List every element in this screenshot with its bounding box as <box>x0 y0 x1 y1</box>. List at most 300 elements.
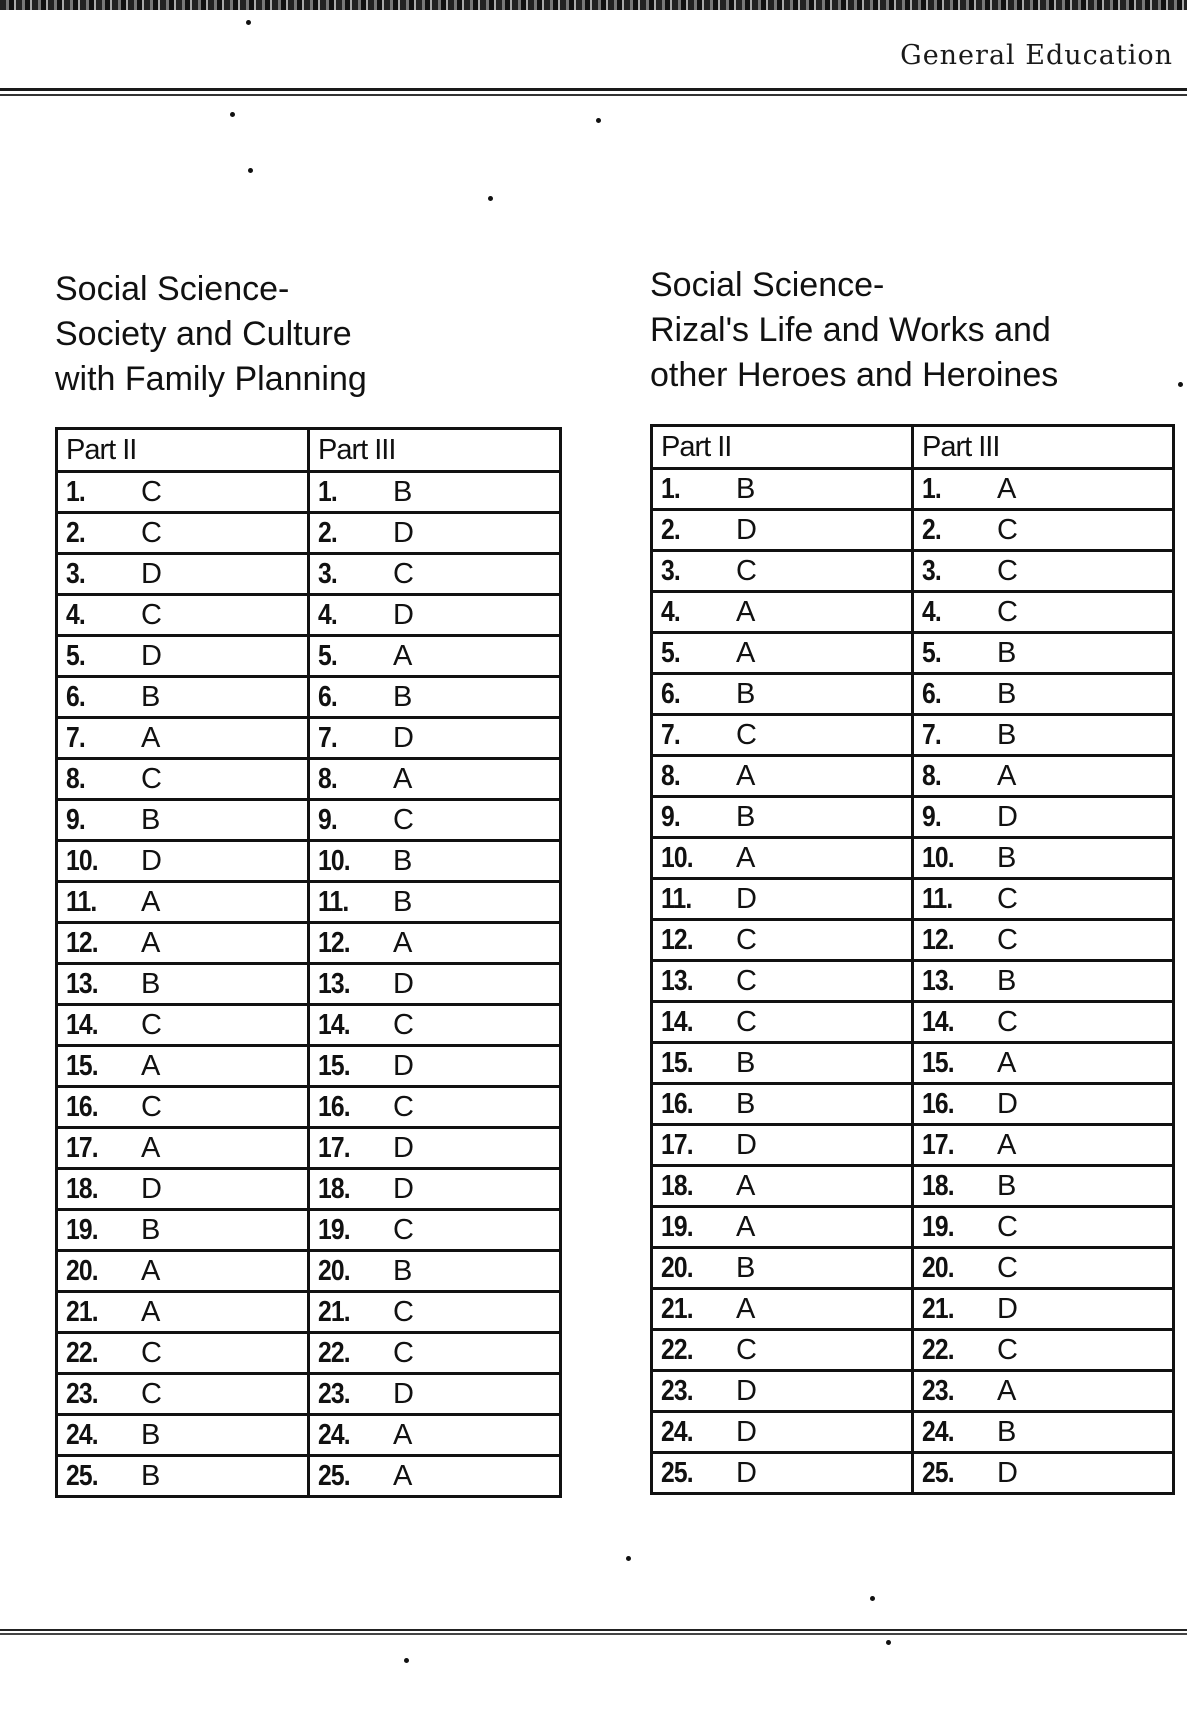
item-number: 4. <box>318 599 337 631</box>
answer-letter: C <box>736 1334 757 1366</box>
answer-cell-part-iii <box>913 633 1174 674</box>
answer-cell-part-iii <box>309 1128 561 1169</box>
answer-letter: A <box>141 1296 161 1328</box>
item-number: 10. <box>661 842 693 874</box>
answer-cell-part-iii <box>309 1046 561 1087</box>
item-number: 18. <box>922 1170 954 1202</box>
item-number: 5. <box>66 640 85 672</box>
table-row <box>652 1330 1174 1371</box>
item-number: 24. <box>318 1419 350 1451</box>
footer-rule <box>0 1629 1187 1635</box>
item-number: 1. <box>922 473 941 505</box>
answer-cell-part-iii <box>913 592 1174 633</box>
column-header-part-iii: Part III <box>309 429 561 472</box>
item-number: 23. <box>318 1378 350 1410</box>
table-row <box>652 879 1174 920</box>
answer-letter: A <box>997 760 1017 792</box>
table-row <box>652 920 1174 961</box>
answer-cell-part-ii <box>652 1412 913 1453</box>
item-number: 22. <box>661 1334 693 1366</box>
table-row <box>57 1087 561 1128</box>
answer-cell-part-iii <box>913 551 1174 592</box>
header-rule <box>0 88 1187 96</box>
answer-letter: C <box>736 1006 757 1038</box>
item-number: 16. <box>318 1091 350 1123</box>
answer-cell-part-ii <box>652 1125 913 1166</box>
scan-speck <box>886 1640 891 1645</box>
answer-letter: B <box>997 1416 1017 1448</box>
answer-letter: B <box>997 719 1017 751</box>
answer-letter: B <box>393 886 413 918</box>
item-number: 2. <box>922 514 941 546</box>
answer-letter: C <box>141 517 162 549</box>
table-row <box>57 1210 561 1251</box>
answer-cell-part-ii <box>652 1166 913 1207</box>
answer-cell-part-iii <box>309 472 561 513</box>
table-row <box>57 1169 561 1210</box>
item-number: 21. <box>318 1296 350 1328</box>
answer-letter: A <box>736 1170 756 1202</box>
answer-letter: A <box>393 927 413 959</box>
answer-letter: C <box>997 596 1018 628</box>
item-number: 17. <box>318 1132 350 1164</box>
item-number: 20. <box>318 1255 350 1287</box>
answer-letter: B <box>393 476 413 508</box>
item-number: 13. <box>318 968 350 1000</box>
item-number: 9. <box>66 804 85 836</box>
answer-letter: B <box>736 1088 756 1120</box>
answer-cell-part-iii <box>309 1374 561 1415</box>
item-number: 16. <box>66 1091 98 1123</box>
item-number: 18. <box>66 1173 98 1205</box>
table-row <box>57 1005 561 1046</box>
table-row <box>652 1166 1174 1207</box>
table-row <box>652 1002 1174 1043</box>
item-number: 21. <box>922 1293 954 1325</box>
item-number: 1. <box>66 476 85 508</box>
answer-cell-part-iii <box>913 1453 1174 1494</box>
answer-letter: C <box>736 924 757 956</box>
answer-cell-part-iii <box>309 1251 561 1292</box>
table-row <box>652 1084 1174 1125</box>
table-row <box>652 1043 1174 1084</box>
table-row <box>652 1453 1174 1494</box>
answer-letter: D <box>141 1173 162 1205</box>
item-number: 15. <box>318 1050 350 1082</box>
item-number: 25. <box>318 1460 350 1492</box>
item-number: 14. <box>922 1006 954 1038</box>
item-number: 6. <box>661 678 680 710</box>
table-row <box>652 510 1174 551</box>
answer-cell-part-ii <box>57 800 309 841</box>
answer-cell-part-ii <box>652 1289 913 1330</box>
answer-letter: C <box>141 599 162 631</box>
item-number: 1. <box>661 473 680 505</box>
answer-cell-part-iii <box>309 923 561 964</box>
answer-letter: D <box>393 968 414 1000</box>
answer-cell-part-ii <box>652 510 913 551</box>
item-number: 10. <box>922 842 954 874</box>
answer-cell-part-ii <box>57 1128 309 1169</box>
answer-letter: D <box>141 640 162 672</box>
column-header-part-ii: Part II <box>57 429 309 472</box>
answer-letter: B <box>736 1252 756 1284</box>
answer-letter: B <box>997 1170 1017 1202</box>
answer-letter: D <box>736 1416 757 1448</box>
answer-letter: B <box>393 1255 413 1287</box>
column-header-part-iii: Part III <box>913 426 1174 469</box>
item-number: 11. <box>66 886 97 918</box>
item-number: 12. <box>318 927 350 959</box>
item-number: 12. <box>66 927 98 959</box>
answer-letter: A <box>736 760 756 792</box>
answer-cell-part-iii <box>309 1210 561 1251</box>
answer-letter: C <box>736 719 757 751</box>
table-row <box>652 715 1174 756</box>
scan-speck <box>404 1658 409 1663</box>
item-number: 23. <box>66 1378 98 1410</box>
answer-cell-part-ii <box>652 1002 913 1043</box>
item-number: 10. <box>318 845 350 877</box>
table-row <box>57 1251 561 1292</box>
table-header-row <box>652 426 1174 469</box>
answer-letter: C <box>997 555 1018 587</box>
answer-cell-part-iii <box>913 1289 1174 1330</box>
answer-letter: C <box>393 804 414 836</box>
table-row <box>652 1412 1174 1453</box>
answer-letter: C <box>997 924 1018 956</box>
answer-cell-part-ii <box>652 469 913 510</box>
item-number: 5. <box>661 637 680 669</box>
item-number: 2. <box>661 514 680 546</box>
answer-cell-part-ii <box>652 1453 913 1494</box>
answer-cell-part-ii <box>57 1374 309 1415</box>
item-number: 16. <box>661 1088 693 1120</box>
answer-letter: C <box>393 1009 414 1041</box>
item-number: 14. <box>318 1009 350 1041</box>
table-row <box>652 961 1174 1002</box>
table-row <box>57 841 561 882</box>
scan-speck <box>1178 382 1183 387</box>
item-number: 5. <box>922 637 941 669</box>
answer-cell-part-iii <box>309 1415 561 1456</box>
answer-cell-part-ii <box>57 1210 309 1251</box>
answer-letter: D <box>997 1088 1018 1120</box>
answer-letter: C <box>141 1009 162 1041</box>
scan-speck <box>596 118 601 123</box>
table-row <box>57 513 561 554</box>
table-row <box>57 1374 561 1415</box>
table-row <box>57 554 561 595</box>
answer-cell-part-iii <box>309 718 561 759</box>
item-number: 19. <box>661 1211 693 1243</box>
item-number: 4. <box>922 596 941 628</box>
table-row <box>652 633 1174 674</box>
item-number: 15. <box>66 1050 98 1082</box>
answer-cell-part-ii <box>57 1087 309 1128</box>
answer-letter: D <box>736 514 757 546</box>
answer-letter: A <box>141 1132 161 1164</box>
answer-cell-part-iii <box>309 1456 561 1497</box>
item-number: 23. <box>922 1375 954 1407</box>
answer-letter: C <box>141 1337 162 1369</box>
answer-cell-part-ii <box>57 636 309 677</box>
section-title-line: Rizal's Life and Works and <box>650 311 1051 349</box>
answer-letter: B <box>997 842 1017 874</box>
answer-cell-part-iii <box>913 1043 1174 1084</box>
answer-letter: D <box>736 1457 757 1489</box>
table-row <box>57 1292 561 1333</box>
answer-cell-part-iii <box>913 1330 1174 1371</box>
table-row <box>652 592 1174 633</box>
answer-letter: A <box>736 842 756 874</box>
answer-letter: D <box>393 1173 414 1205</box>
answer-cell-part-iii <box>309 677 561 718</box>
answer-letter: C <box>141 763 162 795</box>
table-row <box>652 1207 1174 1248</box>
item-number: 15. <box>922 1047 954 1079</box>
answer-letter: C <box>393 1337 414 1369</box>
table-row <box>652 674 1174 715</box>
item-number: 20. <box>661 1252 693 1284</box>
item-number: 7. <box>66 722 85 754</box>
answer-letter: B <box>736 473 756 505</box>
table-row <box>652 1248 1174 1289</box>
table-row <box>652 469 1174 510</box>
answer-letter: B <box>141 804 161 836</box>
answer-letter: B <box>141 1460 161 1492</box>
item-number: 5. <box>318 640 337 672</box>
answer-letter: B <box>736 1047 756 1079</box>
answer-cell-part-ii <box>652 1084 913 1125</box>
answer-cell-part-ii <box>57 718 309 759</box>
answer-cell-part-ii <box>652 1043 913 1084</box>
answer-cell-part-iii <box>913 1248 1174 1289</box>
answer-letter: D <box>393 722 414 754</box>
answer-cell-part-ii <box>652 592 913 633</box>
answer-cell-part-iii <box>309 1292 561 1333</box>
answer-letter: A <box>141 886 161 918</box>
item-number: 24. <box>661 1416 693 1448</box>
answer-cell-part-iii <box>913 920 1174 961</box>
item-number: 14. <box>66 1009 98 1041</box>
item-number: 20. <box>922 1252 954 1284</box>
running-head: General Education <box>900 40 1173 71</box>
item-number: 8. <box>318 763 337 795</box>
answer-cell-part-iii <box>913 715 1174 756</box>
answer-letter: D <box>736 883 757 915</box>
answer-cell-part-iii <box>309 1087 561 1128</box>
item-number: 21. <box>66 1296 98 1328</box>
answer-letter: C <box>141 1091 162 1123</box>
item-number: 6. <box>66 681 85 713</box>
item-number: 9. <box>318 804 337 836</box>
item-number: 1. <box>318 476 337 508</box>
answer-cell-part-iii <box>309 800 561 841</box>
item-number: 11. <box>661 883 692 915</box>
item-number: 22. <box>318 1337 350 1369</box>
answer-letter: B <box>141 1214 161 1246</box>
answer-cell-part-ii <box>652 1207 913 1248</box>
section-title-line: Social Science- <box>650 266 885 304</box>
section-rizal <box>650 263 1058 398</box>
answer-cell-part-iii <box>913 1125 1174 1166</box>
table-row <box>57 759 561 800</box>
answer-cell-part-iii <box>913 510 1174 551</box>
answer-cell-part-ii <box>652 1371 913 1412</box>
answer-letter: B <box>393 845 413 877</box>
item-number: 8. <box>66 763 85 795</box>
answer-cell-part-iii <box>913 879 1174 920</box>
answer-cell-part-iii <box>913 1371 1174 1412</box>
scan-speck <box>248 168 253 173</box>
answer-letter: A <box>736 637 756 669</box>
answer-cell-part-iii <box>913 1002 1174 1043</box>
item-number: 7. <box>318 722 337 754</box>
table-row <box>652 1371 1174 1412</box>
answer-cell-part-ii <box>57 964 309 1005</box>
item-number: 17. <box>922 1129 954 1161</box>
column-header-part-ii: Part II <box>652 426 913 469</box>
answer-letter: D <box>393 1050 414 1082</box>
item-number: 19. <box>922 1211 954 1243</box>
item-number: 17. <box>661 1129 693 1161</box>
table-row <box>57 718 561 759</box>
answer-letter: D <box>393 1378 414 1410</box>
answer-cell-part-iii <box>913 961 1174 1002</box>
answer-key-table-society-culture <box>55 427 562 1498</box>
table-row <box>652 838 1174 879</box>
answer-letter: D <box>141 558 162 590</box>
item-number: 7. <box>661 719 680 751</box>
item-number: 25. <box>922 1457 954 1489</box>
answer-letter: D <box>736 1129 757 1161</box>
answer-letter: C <box>997 1211 1018 1243</box>
answer-cell-part-ii <box>57 472 309 513</box>
item-number: 19. <box>66 1214 98 1246</box>
section-society-culture <box>55 267 367 402</box>
answer-cell-part-ii <box>57 1456 309 1497</box>
item-number: 2. <box>66 517 85 549</box>
item-number: 13. <box>66 968 98 1000</box>
answer-cell-part-iii <box>913 756 1174 797</box>
item-number: 18. <box>661 1170 693 1202</box>
table-row <box>57 1333 561 1374</box>
answer-letter: C <box>997 1252 1018 1284</box>
answer-cell-part-ii <box>57 882 309 923</box>
table-row <box>57 595 561 636</box>
answer-cell-part-iii <box>309 1333 561 1374</box>
answer-letter: A <box>736 1293 756 1325</box>
item-number: 9. <box>922 801 941 833</box>
item-number: 24. <box>922 1416 954 1448</box>
item-number: 6. <box>922 678 941 710</box>
answer-letter: D <box>393 517 414 549</box>
answer-letter: A <box>997 1047 1017 1079</box>
answer-letter: D <box>393 1132 414 1164</box>
answer-letter: D <box>141 845 162 877</box>
answer-cell-part-iii <box>913 469 1174 510</box>
scan-speck <box>230 112 235 117</box>
answer-cell-part-ii <box>57 1005 309 1046</box>
item-number: 25. <box>661 1457 693 1489</box>
answer-cell-part-iii <box>913 674 1174 715</box>
item-number: 14. <box>661 1006 693 1038</box>
answer-cell-part-ii <box>652 551 913 592</box>
table-row <box>57 1415 561 1456</box>
answer-cell-part-ii <box>652 838 913 879</box>
answer-letter: C <box>393 1296 414 1328</box>
answer-cell-part-ii <box>652 1330 913 1371</box>
scan-speck <box>488 196 493 201</box>
table-row <box>57 677 561 718</box>
table-row <box>57 964 561 1005</box>
answer-letter: A <box>393 763 413 795</box>
answer-letter: A <box>736 1211 756 1243</box>
answer-letter: C <box>736 965 757 997</box>
section-title-line: Society and Culture <box>55 315 352 353</box>
item-number: 21. <box>661 1293 693 1325</box>
table-row <box>57 472 561 513</box>
item-number: 12. <box>922 924 954 956</box>
table-row <box>57 1046 561 1087</box>
answer-cell-part-iii <box>913 797 1174 838</box>
answer-cell-part-ii <box>57 513 309 554</box>
answer-letter: C <box>141 1378 162 1410</box>
answer-cell-part-ii <box>57 677 309 718</box>
section-title-line: with Family Planning <box>55 360 367 398</box>
item-number: 4. <box>661 596 680 628</box>
table-row <box>652 797 1174 838</box>
item-number: 16. <box>922 1088 954 1120</box>
answer-cell-part-ii <box>652 920 913 961</box>
answer-cell-part-ii <box>652 756 913 797</box>
item-number: 7. <box>922 719 941 751</box>
item-number: 19. <box>318 1214 350 1246</box>
answer-letter: A <box>997 1375 1017 1407</box>
answer-letter: B <box>997 678 1017 710</box>
item-number: 20. <box>66 1255 98 1287</box>
answer-letter: B <box>393 681 413 713</box>
answer-letter: B <box>997 965 1017 997</box>
answer-cell-part-iii <box>309 513 561 554</box>
section-title-line: other Heroes and Heroines <box>650 356 1059 394</box>
answer-cell-part-iii <box>309 636 561 677</box>
answer-letter: D <box>997 1293 1018 1325</box>
item-number: 17. <box>66 1132 98 1164</box>
item-number: 3. <box>318 558 337 590</box>
answer-cell-part-ii <box>57 1333 309 1374</box>
table-row <box>652 1289 1174 1330</box>
answer-cell-part-ii <box>57 1169 309 1210</box>
answer-letter: C <box>393 1091 414 1123</box>
answer-letter: B <box>997 637 1017 669</box>
answer-letter: D <box>736 1375 757 1407</box>
table-row <box>652 1125 1174 1166</box>
item-number: 3. <box>922 555 941 587</box>
answer-letter: A <box>997 1129 1017 1161</box>
answer-cell-part-iii <box>913 838 1174 879</box>
answer-cell-part-iii <box>309 554 561 595</box>
answer-letter: D <box>393 599 414 631</box>
answer-letter: C <box>393 1214 414 1246</box>
item-number: 25. <box>66 1460 98 1492</box>
answer-letter: C <box>141 476 162 508</box>
answer-cell-part-iii <box>913 1166 1174 1207</box>
answer-cell-part-ii <box>652 633 913 674</box>
answer-cell-part-ii <box>652 715 913 756</box>
answer-letter: C <box>997 1006 1018 1038</box>
